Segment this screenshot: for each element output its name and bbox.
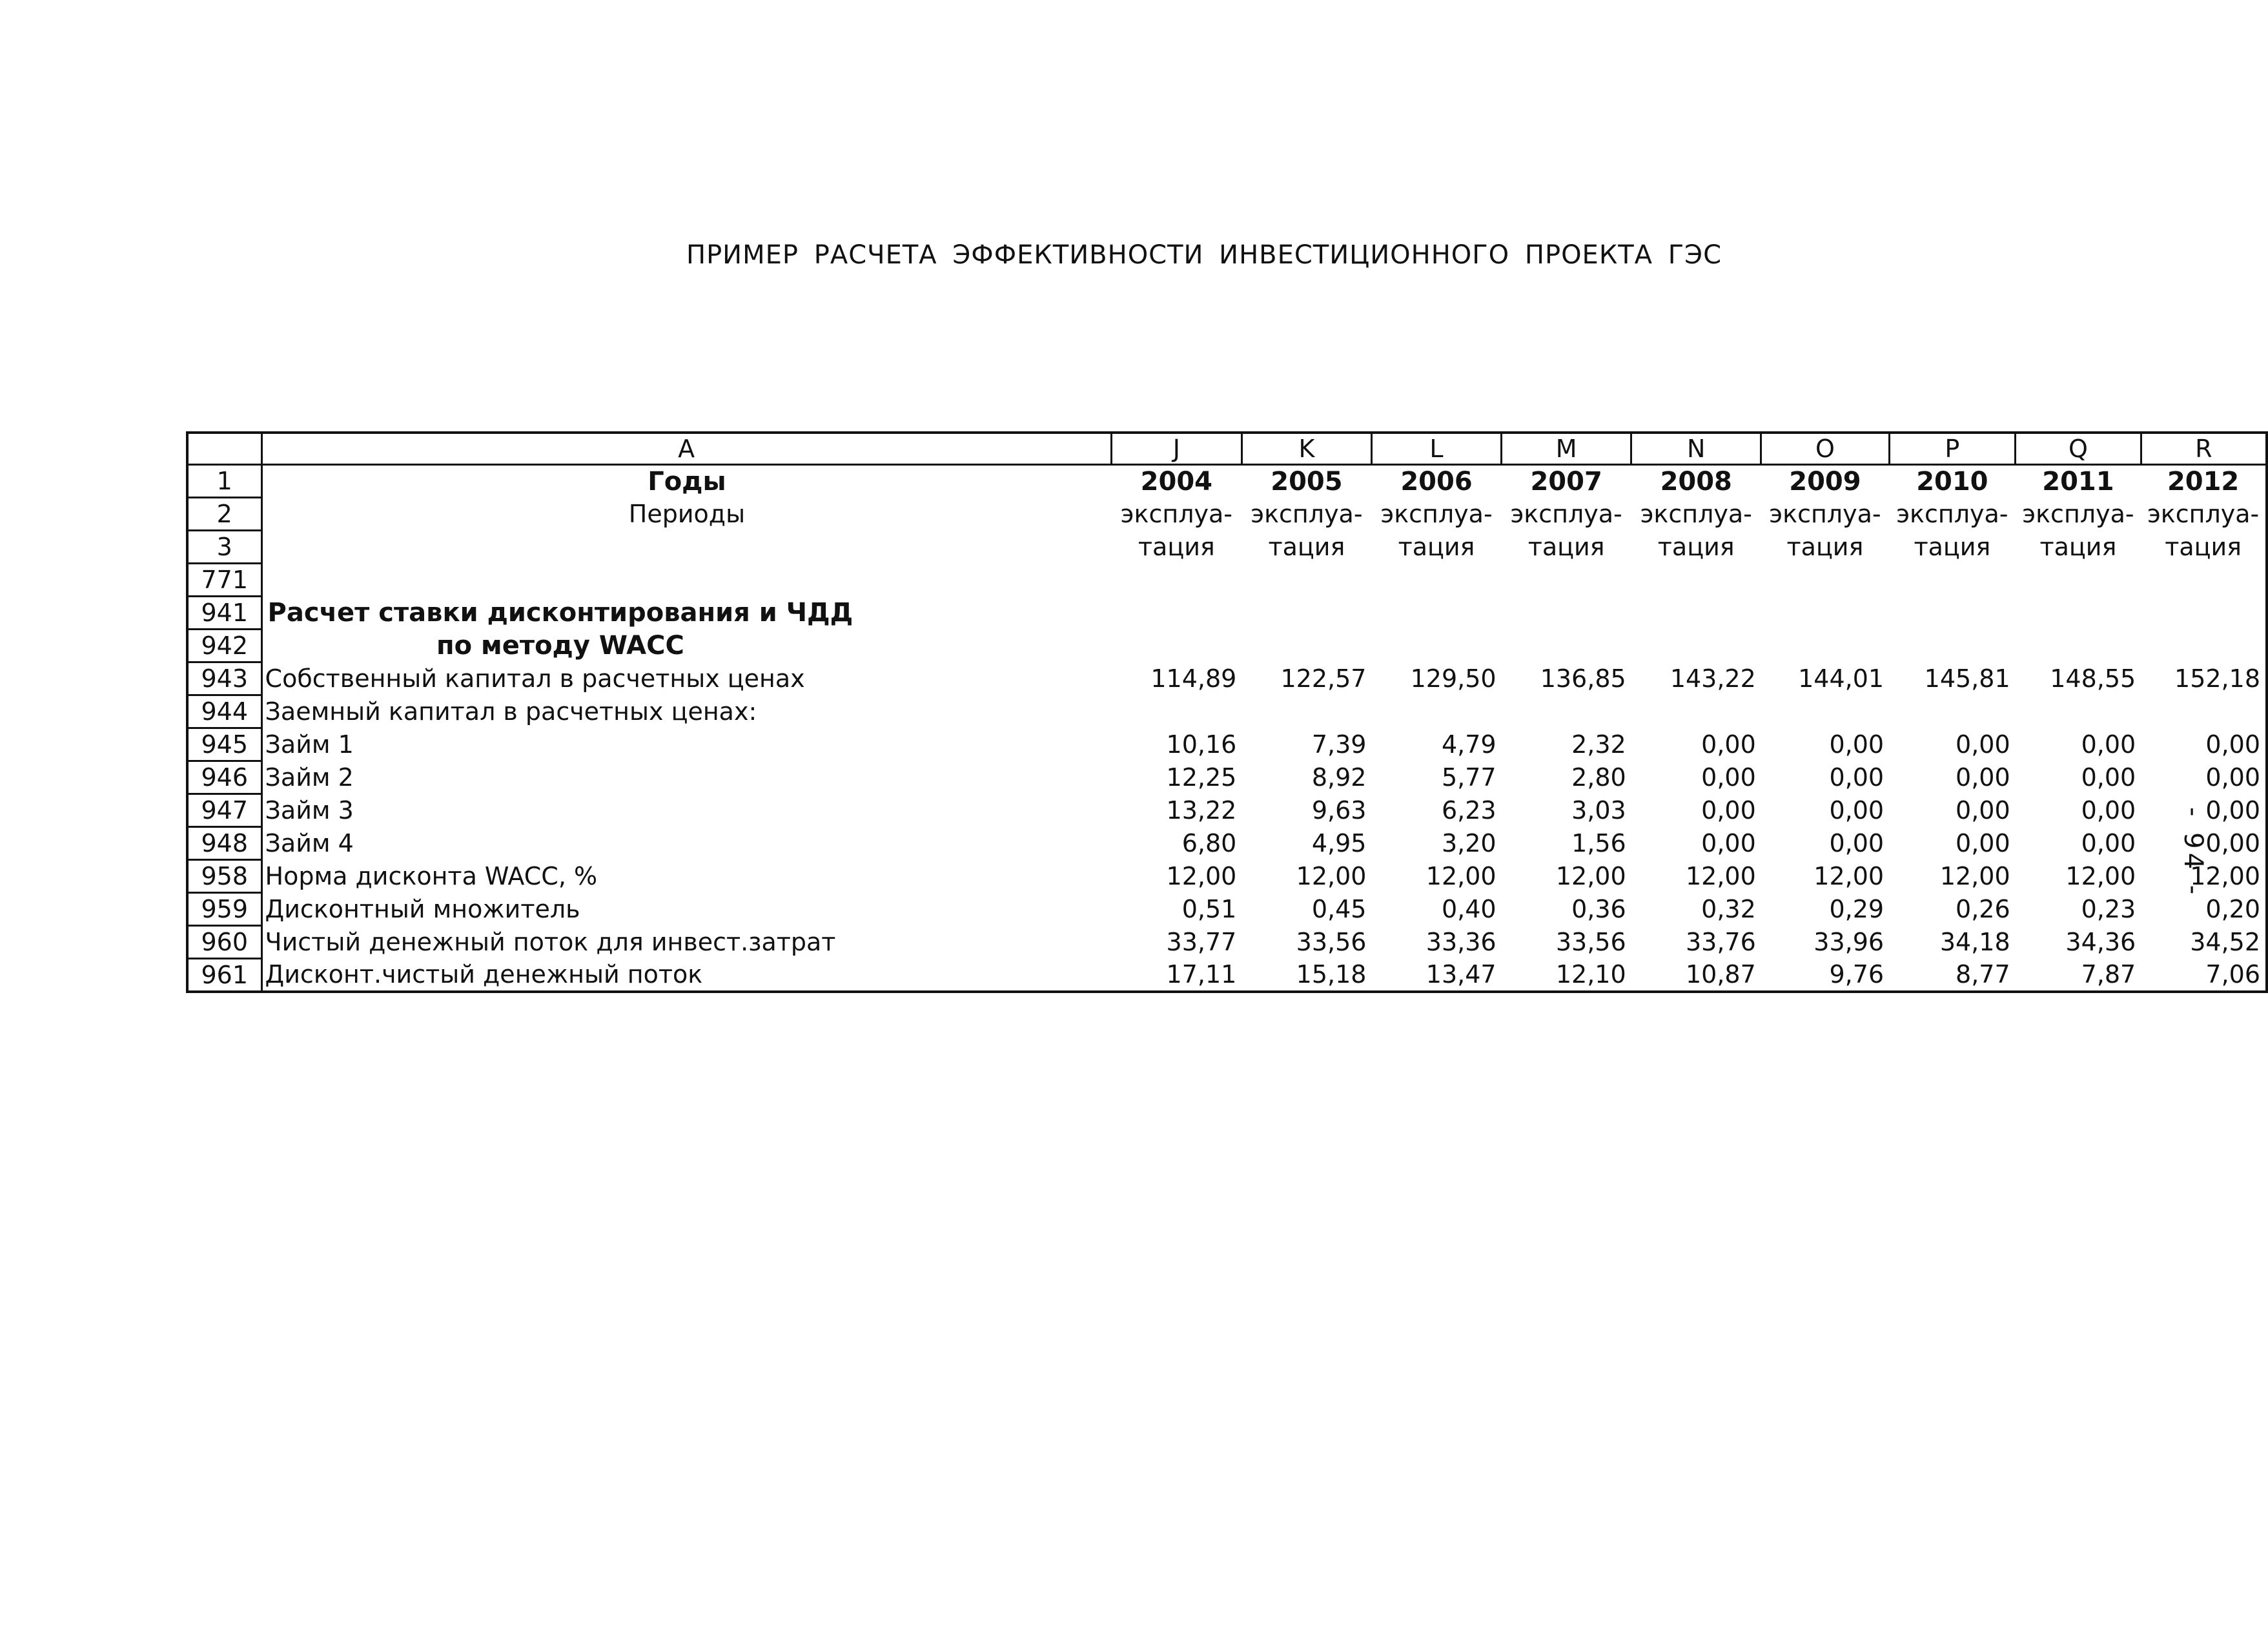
- empty-cell: [1889, 597, 2016, 630]
- value-cell[interactable]: 12,00: [1166, 862, 1237, 890]
- table-row: [187, 662, 2267, 695]
- value-cell[interactable]: 10,87: [1685, 960, 1756, 989]
- value-cell[interactable]: [1371, 695, 1501, 728]
- empty-cell: [1371, 564, 1501, 597]
- empty-cell: [261, 564, 1111, 597]
- value-cell[interactable]: 17,11: [1166, 960, 1237, 989]
- row-number[interactable]: 947: [187, 794, 261, 827]
- value-cell[interactable]: 12,10: [1555, 960, 1626, 989]
- value-cell[interactable]: 34,18: [1939, 928, 2010, 956]
- year-cell: 2005: [1271, 466, 1343, 497]
- period-cell-line1: эксплуа-: [1896, 500, 2008, 528]
- row-number[interactable]: 946: [187, 761, 261, 794]
- value-cell[interactable]: 13,47: [1425, 960, 1497, 989]
- period-cell-line2: тация: [1398, 533, 1475, 561]
- empty-cell: [1889, 564, 2016, 597]
- value-cell[interactable]: [1111, 695, 1241, 728]
- value-cell[interactable]: 0,00: [2205, 796, 2260, 825]
- value-cell[interactable]: 12,00: [2065, 862, 2136, 890]
- value-cell[interactable]: 33,77: [1166, 928, 1237, 956]
- row-label[interactable]: Дисконт.чистый денежный поток: [265, 960, 703, 989]
- empty-cell: [1761, 597, 1889, 630]
- table-row: [187, 926, 2267, 959]
- row-periods-cont: [187, 531, 2267, 564]
- value-cell[interactable]: 0,00: [1829, 763, 1885, 792]
- column-header-K[interactable]: K: [1241, 433, 1371, 465]
- value-cell[interactable]: 7,06: [2205, 960, 2260, 989]
- empty-cell: [1111, 597, 1241, 630]
- page-title: ПРИМЕР РАСЧЕТА ЭФФЕКТИВНОСТИ ИНВЕСТИЦИОННОГО ПРОЕКТА ГЭС: [686, 240, 1722, 270]
- period-cell-line2: тация: [1138, 533, 1215, 561]
- value-cell[interactable]: 136,85: [1540, 664, 1626, 693]
- row-number[interactable]: 961: [187, 959, 261, 992]
- row-number[interactable]: 958: [187, 860, 261, 893]
- row-number[interactable]: 2: [187, 498, 261, 531]
- period-cell-line2: тация: [1914, 533, 1991, 561]
- row-label[interactable]: Займ 4: [265, 829, 354, 857]
- value-cell[interactable]: 5,77: [1441, 763, 1497, 792]
- value-cell[interactable]: 0,00: [2205, 763, 2260, 792]
- value-cell[interactable]: 0,23: [2081, 895, 2136, 923]
- column-header-L[interactable]: L: [1371, 433, 1501, 465]
- value-cell[interactable]: 3,20: [1441, 829, 1497, 857]
- value-cell[interactable]: 0,51: [1181, 895, 1237, 923]
- value-cell[interactable]: 4,79: [1441, 730, 1497, 759]
- empty-cell: [2016, 630, 2141, 662]
- period-cell-line1: эксплуа-: [1769, 500, 1881, 528]
- empty-cell: [1371, 630, 1501, 662]
- value-cell[interactable]: 4,95: [1311, 829, 1367, 857]
- value-cell[interactable]: 33,56: [1296, 928, 1367, 956]
- value-cell[interactable]: 9,63: [1311, 796, 1367, 825]
- value-cell[interactable]: 145,81: [1924, 664, 2010, 693]
- value-cell[interactable]: 12,00: [1296, 862, 1367, 890]
- value-cell[interactable]: 0,00: [2081, 829, 2136, 857]
- value-cell[interactable]: 12,00: [1425, 862, 1497, 890]
- value-cell[interactable]: 7,87: [2081, 960, 2136, 989]
- period-cell-line2: тация: [1657, 533, 1735, 561]
- year-cell: 2004: [1140, 466, 1212, 497]
- value-cell[interactable]: 143,22: [1670, 664, 1756, 693]
- empty-cell: [2141, 630, 2267, 662]
- value-cell[interactable]: 0,40: [1441, 895, 1497, 923]
- table-row: [187, 794, 2267, 827]
- column-header-O[interactable]: O: [1761, 433, 1889, 465]
- row-number[interactable]: 948: [187, 827, 261, 860]
- empty-cell: [1761, 630, 1889, 662]
- empty-cell: [1631, 630, 1761, 662]
- empty-cell: [1241, 564, 1371, 597]
- year-cell: 2008: [1660, 466, 1732, 497]
- value-cell[interactable]: 33,36: [1425, 928, 1497, 956]
- value-cell[interactable]: 0,00: [2205, 829, 2260, 857]
- periods-label: Периоды: [628, 500, 746, 528]
- value-cell[interactable]: 0,00: [2081, 763, 2136, 792]
- year-cell: 2006: [1400, 466, 1473, 497]
- value-cell[interactable]: [1631, 695, 1761, 728]
- empty-cell: [1111, 630, 1241, 662]
- value-cell[interactable]: 114,89: [1150, 664, 1237, 693]
- value-cell[interactable]: 0,32: [1701, 895, 1756, 923]
- value-cell[interactable]: [2016, 695, 2141, 728]
- empty-cell: [261, 531, 1111, 564]
- value-cell[interactable]: 34,52: [2190, 928, 2260, 956]
- column-header-J[interactable]: J: [1111, 433, 1241, 465]
- value-cell[interactable]: 0,00: [1701, 829, 1756, 857]
- column-header-R[interactable]: R: [2141, 433, 2267, 465]
- empty-cell: [1241, 630, 1371, 662]
- period-cell-line1: эксплуа-: [1380, 500, 1493, 528]
- column-header-Q[interactable]: Q: [2016, 433, 2141, 465]
- empty-cell: [1502, 597, 1631, 630]
- row-number[interactable]: 960: [187, 926, 261, 959]
- value-cell[interactable]: 34,36: [2065, 928, 2136, 956]
- row-label[interactable]: Займ 2: [265, 763, 354, 792]
- row-number[interactable]: 941: [187, 597, 261, 630]
- row-label[interactable]: Норма дисконта WACC, %: [265, 862, 598, 890]
- empty-cell: [1889, 630, 2016, 662]
- row-number[interactable]: 1: [187, 465, 261, 498]
- empty-cell: [1761, 564, 1889, 597]
- year-cell: 2010: [1916, 466, 1988, 497]
- row-label[interactable]: Чистый денежный поток для инвест.затрат: [265, 928, 836, 956]
- value-cell[interactable]: 144,01: [1798, 664, 1885, 693]
- value-cell[interactable]: 0,45: [1311, 895, 1367, 923]
- row-empty: [187, 564, 2267, 597]
- value-cell[interactable]: [1241, 695, 1371, 728]
- column-header-A[interactable]: A: [261, 433, 1111, 465]
- period-cell-line2: тация: [2165, 533, 2242, 561]
- year-cell: 2009: [1789, 466, 1861, 497]
- value-cell[interactable]: 0,00: [2081, 796, 2136, 825]
- year-cell: 2011: [2042, 466, 2114, 497]
- value-cell[interactable]: [1761, 695, 1889, 728]
- value-cell[interactable]: [2141, 695, 2267, 728]
- value-cell[interactable]: 33,76: [1685, 928, 1756, 956]
- period-cell-line2: тация: [1786, 533, 1864, 561]
- period-cell-line1: эксплуа-: [1120, 500, 1232, 528]
- empty-cell: [1502, 630, 1631, 662]
- value-cell[interactable]: 8,77: [1956, 960, 2010, 989]
- value-cell[interactable]: 6,80: [1181, 829, 1237, 857]
- value-cell[interactable]: [1889, 695, 2016, 728]
- value-cell[interactable]: 0,00: [1956, 829, 2010, 857]
- empty-cell: [2016, 564, 2141, 597]
- row-number[interactable]: 944: [187, 695, 261, 728]
- value-cell[interactable]: 0,26: [1956, 895, 2010, 923]
- column-header-N[interactable]: N: [1631, 433, 1761, 465]
- section-title-row: [187, 597, 2267, 630]
- period-cell-line2: тация: [2039, 533, 2117, 561]
- value-cell[interactable]: 0,20: [2205, 895, 2260, 923]
- row-label[interactable]: Собственный капитал в расчетных ценах: [265, 664, 805, 693]
- row-years: [187, 465, 2267, 498]
- period-cell-line2: тация: [1268, 533, 1345, 561]
- period-cell-line1: эксплуа-: [1251, 500, 1363, 528]
- value-cell[interactable]: 9,76: [1829, 960, 1885, 989]
- value-cell[interactable]: 12,00: [1555, 862, 1626, 890]
- empty-cell: [1111, 564, 1241, 597]
- value-cell[interactable]: 0,00: [1829, 730, 1885, 759]
- value-cell[interactable]: 6,23: [1441, 796, 1497, 825]
- table-row: [187, 827, 2267, 860]
- value-cell[interactable]: 0,00: [2081, 730, 2136, 759]
- value-cell[interactable]: 0,00: [1829, 796, 1885, 825]
- row-number[interactable]: 942: [187, 630, 261, 662]
- years-label: Годы: [648, 466, 726, 497]
- value-cell[interactable]: 13,22: [1166, 796, 1237, 825]
- value-cell[interactable]: 0,36: [1571, 895, 1626, 923]
- section-title-row: [187, 630, 2267, 662]
- table-row: [187, 893, 2267, 926]
- row-label[interactable]: Заемный капитал в расчетных ценах:: [265, 697, 757, 726]
- section-title: Расчет ставки дисконтирования и ЧДД: [267, 598, 853, 628]
- value-cell[interactable]: 12,00: [2190, 862, 2260, 890]
- table-row: [187, 761, 2267, 794]
- value-cell[interactable]: 12,00: [1685, 862, 1756, 890]
- period-cell-line1: эксплуа-: [2147, 500, 2260, 528]
- row-number[interactable]: 945: [187, 728, 261, 761]
- row-label[interactable]: Займ 3: [265, 796, 354, 825]
- spreadsheet-table: [186, 431, 2268, 993]
- value-cell[interactable]: [1502, 695, 1631, 728]
- value-cell[interactable]: 0,00: [1701, 730, 1756, 759]
- column-header-M[interactable]: M: [1502, 433, 1631, 465]
- empty-cell: [2141, 597, 2267, 630]
- value-cell[interactable]: 2,80: [1571, 763, 1626, 792]
- row-label[interactable]: Дисконтный множитель: [265, 895, 580, 923]
- value-cell[interactable]: 122,57: [1280, 664, 1367, 693]
- page-number: - 94 -: [2178, 807, 2208, 899]
- column-header-P[interactable]: P: [1889, 433, 2016, 465]
- period-cell-line1: эксплуа-: [1640, 500, 1752, 528]
- value-cell[interactable]: 12,00: [1813, 862, 1885, 890]
- column-header-row: [187, 433, 2267, 465]
- period-cell-line1: эксплуа-: [1510, 500, 1622, 528]
- row-number[interactable]: 3: [187, 531, 261, 564]
- value-cell[interactable]: 0,00: [1701, 763, 1756, 792]
- value-cell[interactable]: 0,00: [1701, 796, 1756, 825]
- value-cell[interactable]: 0,00: [1829, 829, 1885, 857]
- row-periods: [187, 498, 2267, 531]
- empty-cell: [1241, 597, 1371, 630]
- table-row: [187, 695, 2267, 728]
- table-row: [187, 959, 2267, 992]
- table-row: [187, 860, 2267, 893]
- value-cell[interactable]: 7,39: [1311, 730, 1367, 759]
- value-cell[interactable]: 10,16: [1166, 730, 1237, 759]
- row-number[interactable]: 771: [187, 564, 261, 597]
- value-cell[interactable]: 0,00: [1956, 763, 2010, 792]
- value-cell[interactable]: 0,29: [1829, 895, 1885, 923]
- empty-cell: [1502, 564, 1631, 597]
- value-cell[interactable]: 129,50: [1410, 664, 1497, 693]
- year-cell: 2007: [1530, 466, 1602, 497]
- value-cell[interactable]: 8,92: [1311, 763, 1367, 792]
- year-cell: 2012: [2167, 466, 2240, 497]
- value-cell[interactable]: 148,55: [2050, 664, 2136, 693]
- value-cell[interactable]: 33,56: [1555, 928, 1626, 956]
- value-cell[interactable]: 1,56: [1571, 829, 1626, 857]
- empty-cell: [1631, 564, 1761, 597]
- corner-cell[interactable]: [187, 433, 261, 465]
- table-row: [187, 728, 2267, 761]
- section-title: по методу WACC: [436, 631, 684, 661]
- empty-cell: [2016, 597, 2141, 630]
- empty-cell: [2141, 564, 2267, 597]
- row-label[interactable]: Займ 1: [265, 730, 354, 759]
- value-cell[interactable]: 12,00: [1939, 862, 2010, 890]
- value-cell[interactable]: 0,00: [1956, 730, 2010, 759]
- empty-cell: [1371, 597, 1501, 630]
- row-number[interactable]: 959: [187, 893, 261, 926]
- value-cell[interactable]: 12,25: [1166, 763, 1237, 792]
- value-cell[interactable]: 0,00: [2205, 730, 2260, 759]
- value-cell[interactable]: 15,18: [1296, 960, 1367, 989]
- value-cell[interactable]: 152,18: [2174, 664, 2260, 693]
- value-cell[interactable]: 2,32: [1571, 730, 1626, 759]
- value-cell[interactable]: 0,00: [1956, 796, 2010, 825]
- period-cell-line2: тация: [1527, 533, 1605, 561]
- row-number[interactable]: 943: [187, 662, 261, 695]
- value-cell[interactable]: 33,96: [1813, 928, 1885, 956]
- value-cell[interactable]: 3,03: [1571, 796, 1626, 825]
- period-cell-line1: эксплуа-: [2022, 500, 2134, 528]
- empty-cell: [1631, 597, 1761, 630]
